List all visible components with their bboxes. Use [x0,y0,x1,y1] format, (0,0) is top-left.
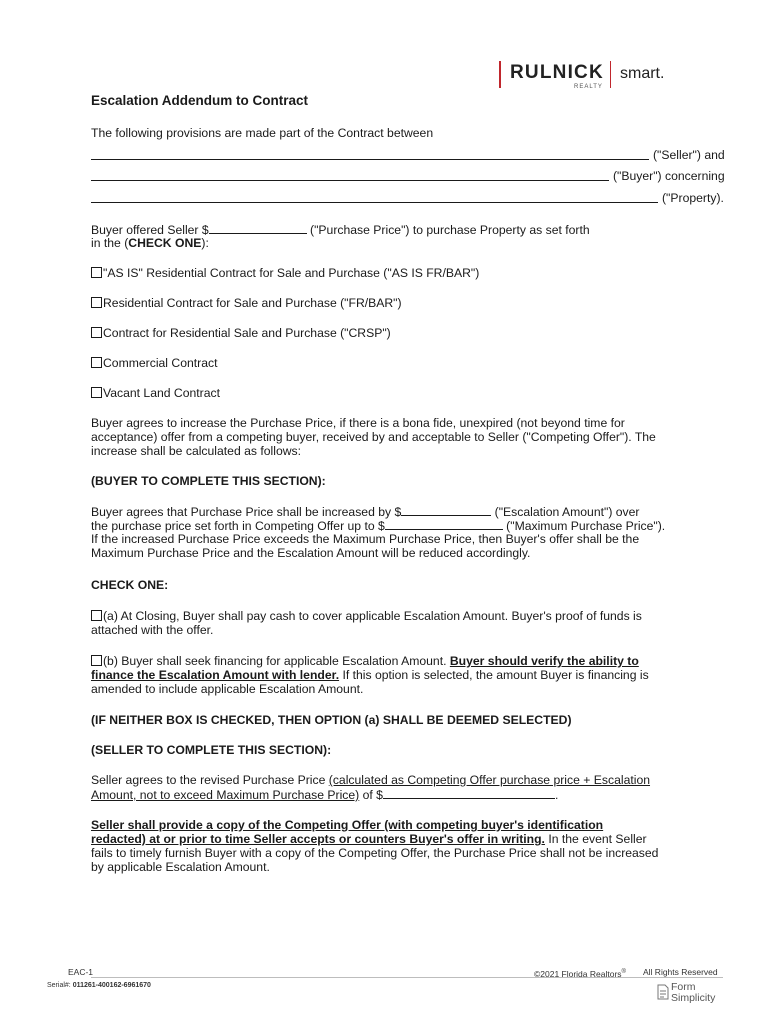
increase-line-3: increase shall be calculated as follows: [91,444,302,458]
increase-line-1: Buyer agrees to increase the Purchase Price, if there is a bona fide, unexpired (not beyond time for [91,416,625,430]
purchase-price-field[interactable] [209,222,307,234]
escalation-amount-field[interactable] [401,504,491,516]
checkbox[interactable] [91,387,102,398]
checkbox[interactable] [91,327,102,338]
max-purchase-price-field[interactable] [385,518,503,530]
copyright: ©2021 Florida Realtors® [534,968,626,979]
seller-label: ("Seller") and [653,148,725,162]
buyer-para-line-4: Maximum Purchase Price and the Escalation Amount will be reduced accordingly. [91,546,531,560]
rights-reserved: All Rights Reserved [643,967,718,977]
buyer-section-heading: (BUYER TO COMPLETE THIS SECTION): [91,474,326,488]
serial-number: Serial#: 011261-400162-6961670 [47,982,151,989]
logo-tagline: smart. [620,65,665,82]
option-a-line-1: (a) At Closing, Buyer shall pay cash to cover applicable Escalation Amount. Buyer's proof of funds is [91,609,681,623]
revised-purchase-price-field[interactable] [383,787,555,799]
property-field[interactable] [91,202,658,203]
option-vacant-land: Vacant Land Contract [91,386,681,400]
option-a-line-2: attached with the offer. [91,623,214,637]
check-one-heading: CHECK ONE: [91,578,169,592]
option-b-line-1: (b) Buyer shall seek financing for applicable Escalation Amount. Buyer should verify the ability to [91,654,681,668]
footer-divider [91,977,723,978]
buyer-para-line-3: If the increased Purchase Price exceeds the Maximum Purchase Price, then Buyer's offer shall be the [91,532,640,546]
buyer-label: ("Buyer") concerning [613,169,725,183]
seller-section-heading: (SELLER TO COMPLETE THIS SECTION): [91,743,332,757]
property-label: ("Property). [662,191,724,205]
form-simplicity-icon [657,984,669,1000]
intro-text: The following provisions are made part of the Contract between [91,126,434,140]
form-code: EAC-1 [68,967,94,977]
option-b-line-3: amended to include applicable Escalation Amount. [91,682,364,696]
checkbox[interactable] [91,297,102,308]
logo-accent-bar [499,61,501,88]
purchase-line-2: in the (CHECK ONE): [91,236,209,250]
option-fr-bar: Residential Contract for Sale and Purchase ("FR/BAR") [91,296,681,310]
logo-brand: RULNICK [510,62,604,83]
checkbox-option-b[interactable] [91,655,102,666]
checkbox[interactable] [91,267,102,278]
purchase-line-1: Buyer offered Seller $ ("Purchase Price") to purchase Property as set forth [91,223,590,237]
final-para-line-3: fails to timely furnish Buyer with a copy of the Competing Offer, the Purchase Price shall not be increased [91,846,659,860]
option-crsp: Contract for Residential Sale and Purchase ("CRSP") [91,326,681,340]
option-commercial: Commercial Contract [91,356,681,370]
neither-checked-notice: (IF NEITHER BOX IS CHECKED, THEN OPTION (a) SHALL BE DEEMED SELECTED) [91,713,572,727]
seller-name-field[interactable] [91,159,649,160]
seller-para-line-2: Amount, not to exceed Maximum Purchase Price) of $ . [91,788,559,802]
logo-sub: REALTY [574,84,603,90]
buyer-para-line-2: the purchase price set forth in Competing Offer up to $ ("Maximum Purchase Price"). [91,519,666,533]
buyer-name-field[interactable] [91,180,609,181]
logo-divider [610,61,611,88]
option-as-is: "AS IS" Residential Contract for Sale and Purchase ("AS IS FR/BAR") [91,266,681,280]
option-b-line-2: finance the Escalation Amount with lender. If this option is selected, the amount Buyer is financing is [91,668,649,682]
final-para-line-1: Seller shall provide a copy of the Competing Offer (with competing buyer's identification [91,818,604,832]
checkbox-option-a[interactable] [91,610,102,621]
form-simplicity-logo: Form Simplicity [671,981,716,1004]
seller-para-line-1: Seller agrees to the revised Purchase Price (calculated as Competing Offer purchase price + Escalation [91,773,651,787]
final-para-line-2: redacted) at or prior to time Seller accepts or counters Buyer's offer in writing. In the event Seller [91,832,647,846]
buyer-para-line-1: Buyer agrees that Purchase Price shall be increased by $ ("Escalation Amount") over [91,505,640,519]
increase-line-2: acceptance) offer from a competing buyer, received by and acceptable to Seller ("Competing Offer"). The [91,430,656,444]
checkbox[interactable] [91,357,102,368]
page-title: Escalation Addendum to Contract [91,93,309,108]
final-para-line-4: by applicable Escalation Amount. [91,860,270,874]
